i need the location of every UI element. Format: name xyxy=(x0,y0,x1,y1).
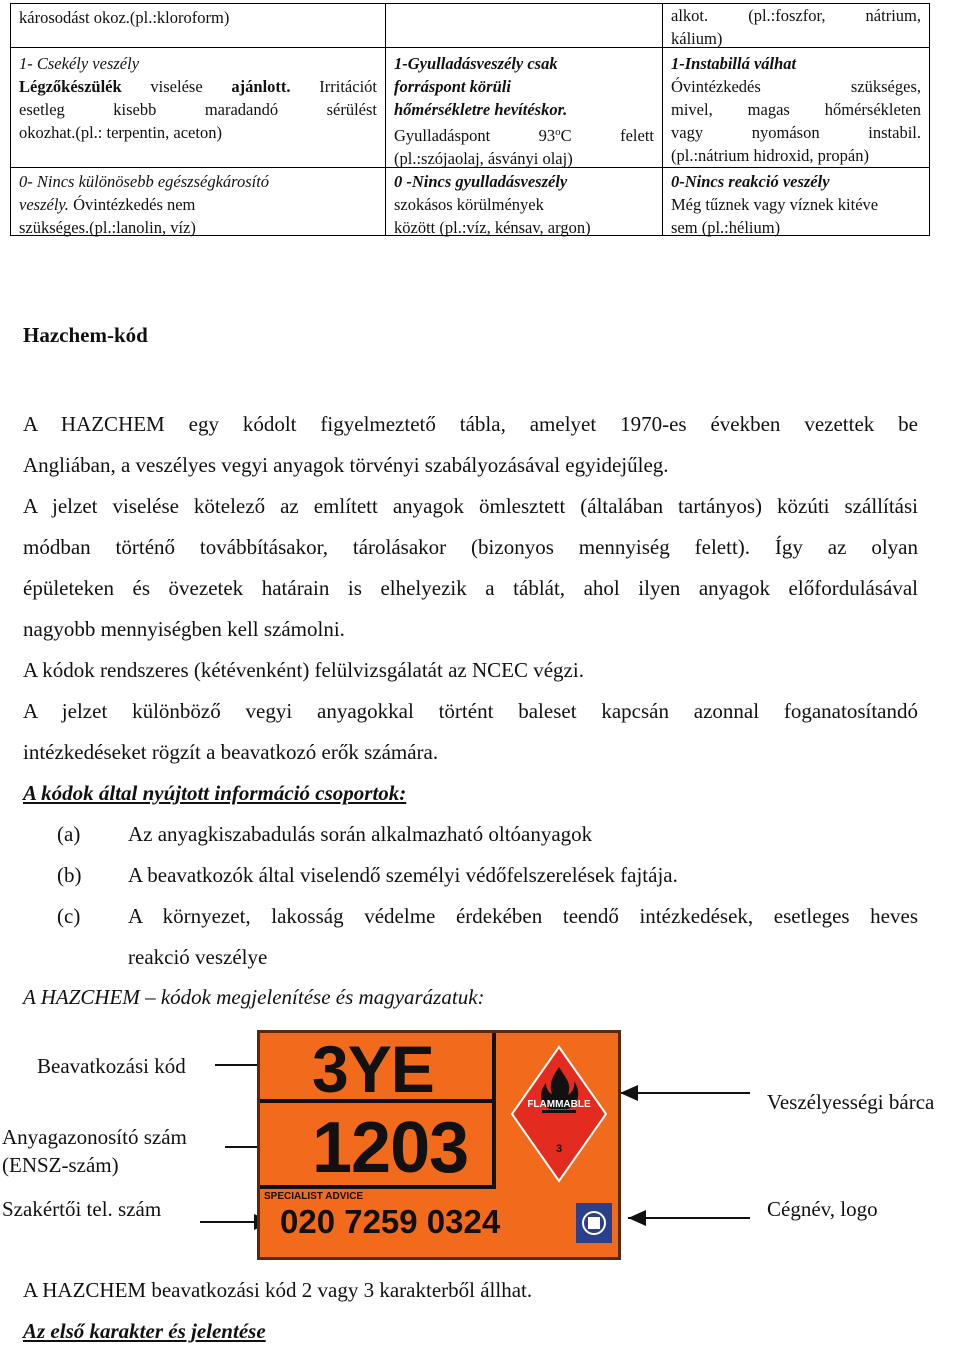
reactivity-level-1-line3: vagy nyomáson instabil. xyxy=(671,123,921,142)
list-item-a: Az anyagkiszabadulás során alkalmazható oltóanyagok xyxy=(128,822,593,846)
fire-level-0-line1: szokásos körülmények xyxy=(394,195,544,214)
groups-title-text: A kódok által nyújtott információ csoportok: xyxy=(23,781,407,805)
list-item-c-line1: A környezet, lakosság védelme érdekében teendő intézkedések, esetleges heves xyxy=(128,904,918,928)
health-level-1-line1: Légzőkészülék viselése ajánlott. Irritációt xyxy=(19,77,377,96)
paragraph-intro-line1: A HAZCHEM egy kódolt figyelmeztető tábla, amelyet 1970-es években vezettek be xyxy=(23,412,918,436)
flame-icon xyxy=(506,1039,612,1189)
health-level-0-line2: szükséges.(pl.:lanolin, víz) xyxy=(19,218,196,237)
fire-level-1-line1: Gyulladáspont 93$^o$C felett xyxy=(394,126,654,145)
plate-specialist-label: SPECIALIST ADVICE xyxy=(264,1191,364,1202)
reactivity-level-0-title: 0-Nincs reakció veszély xyxy=(671,172,830,191)
list-marker-a: (a) xyxy=(57,822,81,846)
paragraph-obligation-line3: épületeken és övezetek határain is elhelyezik a táblát, ahol ilyen anyagok előfordulásával xyxy=(23,576,918,600)
reactivity-level-1-line4: (pl.:nátrium hidroxid, propán) xyxy=(671,146,869,165)
health-level-1-title: 1- Csekély veszély xyxy=(19,54,140,73)
paragraph-ncec: A kódok rendszeres (kétévenként) felülvizsgálatát az NCEC végzi. xyxy=(23,658,584,682)
fire-level-0-line2: között (pl.:víz, kénsav, argon) xyxy=(394,218,591,237)
label-substance-id: Anyagazonosító szám xyxy=(2,1125,187,1149)
footer-title xyxy=(23,1311,918,1352)
label-hazard-label: Veszélyességi bárca xyxy=(767,1090,935,1114)
paragraph-obligation-line1: A jelzet viselése kötelező az említett anyagok ömlesztett (általában tartányos) közúti szállítási xyxy=(23,494,918,518)
fire-level-1-line2: (pl.:szójaolaj, ásványi olaj) xyxy=(394,149,573,168)
plate-phone-panel xyxy=(260,1189,618,1257)
list-item-c-line2: reakció veszélye xyxy=(128,945,268,969)
reactivity-level-1-title: 1-Instabillá válhat xyxy=(671,54,797,73)
footer-note: A HAZCHEM beavatkozási kód 2 vagy 3 karakterből állhat. xyxy=(23,1278,533,1302)
reactivity-level-0-line2: sem (pl.:hélium) xyxy=(671,218,781,237)
fire-level-1-title-3: hőmérsékletre hevítéskor. xyxy=(394,100,568,119)
health-level-0-title: 0- Nincs különösebb egészségkárosító xyxy=(19,172,270,191)
plate-un-number: 1203 xyxy=(312,1108,469,1188)
list-marker-c: (c) xyxy=(57,904,81,928)
plate-action-code-panel xyxy=(260,1032,496,1106)
health-row-2-text: károsodást okoz.(pl.:kloroform) xyxy=(19,8,230,27)
list-marker-b: (b) xyxy=(57,863,82,887)
plate-phone: 020 7259 0324 xyxy=(280,1203,501,1240)
health-level-1-line3: okozhat.(pl.: terpentin, aceton) xyxy=(19,123,222,142)
diamond-class: 3 xyxy=(555,1143,563,1155)
fire-level-1-title-2: forráspont körüli xyxy=(394,77,511,96)
plate-un-panel xyxy=(260,1103,496,1189)
company-logo-icon xyxy=(576,1203,612,1243)
list-item-b: A beavatkozók által viselendő személyi védőfelszerelések fajtája. xyxy=(128,863,678,887)
reactivity-level-0-line1: Még tűznek vagy víznek kitéve xyxy=(671,195,879,214)
paragraph-obligation-line4: nagyobb mennyiségben kell számolni. xyxy=(23,617,345,641)
label-expert-phone: Szakértői tel. szám xyxy=(2,1197,162,1221)
fire-level-0-title: 0 -Nincs gyulladásveszély xyxy=(394,172,568,191)
plate-action-code: 3YE xyxy=(312,1032,434,1106)
label-un-number: (ENSZ-szám) xyxy=(2,1153,119,1177)
section-heading: Hazchem-kód xyxy=(23,323,148,347)
reactivity-level-1-line1: Óvintézkedés szükséges, xyxy=(671,77,921,96)
flammable-diamond xyxy=(506,1039,612,1189)
health-level-0-line1: veszély. Óvintézkedés nem xyxy=(19,195,196,214)
reactivity-level-1-line2: mivel, magas hőmérsékleten xyxy=(671,100,921,119)
paragraph-intro-line2: Angliában, a veszélyes vegyi anyagok törvényi szabályozásával egyidejűleg. xyxy=(23,453,669,477)
paragraph-obligation-line2: módban történő továbbításakor, tárolásakor (bizonyos mennyiség felett). Így az olyan xyxy=(23,535,918,559)
fire-level-1-title: 1-Gyulladásveszély csak xyxy=(394,54,558,73)
paragraph-purpose-line1: A jelzet különböző vegyi anyagokkal történt baleset kapcsán azonnal foganatosítandó xyxy=(23,699,918,723)
paragraph-purpose-line2: intézkedéseket rögzít a beavatkozó erők számára. xyxy=(23,740,439,764)
label-company: Cégnév, logo xyxy=(767,1197,878,1221)
display-title-text: A HAZCHEM – kódok megjelenítése és magyarázatuk: xyxy=(23,985,485,1009)
health-level-1-line2: esetleg kisebb maradandó sérülést xyxy=(19,100,377,119)
reactivity-level-2-line2: kálium) xyxy=(671,29,723,48)
hazchem-plate xyxy=(257,1030,621,1260)
footer-title-text: Az első karakter és jelentése xyxy=(23,1319,266,1343)
label-action-code: Beavatkozási kód xyxy=(37,1054,186,1078)
diamond-text: FLAMMABLE xyxy=(527,1099,591,1110)
reactivity-level-2-line1: alkot. (pl.:foszfor, nátrium, xyxy=(671,6,921,25)
